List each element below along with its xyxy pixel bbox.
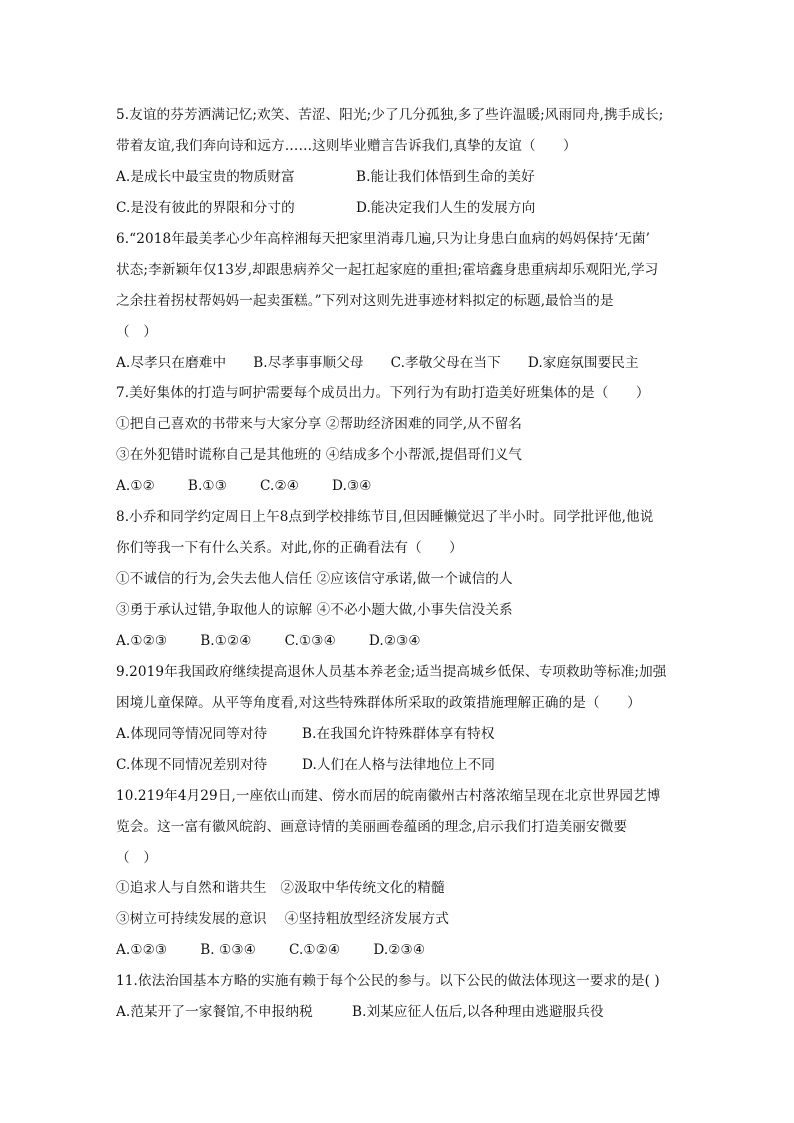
statement-line: ③勇于承认过错,争取他人的谅解 ④不必小题大做,小事失信没关系	[116, 602, 513, 618]
question-stem-line: 6.“2018年最美孝心少年高梓湘每天把家里消毒几遍,只为让身患白血病的妈妈保持‘无菌’	[116, 230, 651, 247]
question-stem-line: 览会。这一富有徽风皖韵、画意诗情的美丽画卷蕴函的理念,启示我们打造美丽安微要	[116, 818, 628, 835]
option-c: C.①②④	[289, 942, 341, 959]
option-row	[116, 471, 688, 502]
question-7	[116, 378, 688, 502]
option-b: B.刘某应征人伍后,以各种理由逃避服兵役	[352, 1004, 604, 1021]
option-a: A.是成长中最宝贵的物质财富	[116, 168, 295, 185]
question-stem-line: 之余拄着拐杖帮妈妈一起卖蛋糕。”下列对这则先进事迹材料拟定的标题,最恰当的是	[116, 292, 614, 309]
statement-line: ①追求人与自然和谐共生 ②汲取中华传统文化的精髓	[116, 880, 445, 897]
option-row	[116, 719, 688, 750]
question-list	[116, 100, 688, 1028]
question-stem-line: 9.2019年我国政府继续提高退休人员基本养老金;适当提高城乡低保、专项救助等标准;加强	[116, 663, 667, 680]
option-c: C.体现不同情况差别对待	[116, 756, 268, 773]
option-a: A.尽孝只在磨难中	[116, 354, 227, 371]
question-8	[116, 502, 688, 657]
statement-line: ①把自己喜欢的书带来与大家分享 ②帮助经济困难的同学,从不留名	[116, 416, 522, 433]
question-stem-line: 状态;李新颖年仅13岁,却跟患病养父一起扛起家庭的重担;霍培鑫身患重病却乐观阳光,学习	[116, 261, 659, 278]
option-d: D.②③④	[373, 942, 426, 959]
option-c: C.是没有彼此的界限和分寸的	[116, 199, 295, 216]
option-row	[116, 348, 688, 379]
answer-bracket: （ ）	[116, 323, 158, 340]
statement-line: ①不诚信的行为,会失去他人信任 ②应该信守承诺,做一个诚信的人	[116, 571, 513, 588]
option-d: D.③④	[332, 478, 372, 495]
question-stem-line: 你们等我一下有什么关系。对此,你的正确看法有（ ）	[116, 540, 463, 557]
option-row	[116, 935, 688, 966]
option-c: C.①③④	[284, 632, 336, 649]
question-6	[116, 224, 688, 379]
option-b: B.①②④	[200, 632, 252, 649]
option-a: A.①②③	[116, 632, 168, 649]
question-9	[116, 657, 688, 781]
option-d: D.②③④	[368, 632, 421, 649]
statement-line: ③在外犯错时谎称自己是其他班的 ④结成多个小帮派,提倡哥们义气	[116, 447, 522, 464]
option-b: B.尽孝事事顺父母	[253, 354, 364, 371]
option-a: A.范某开了一家餐馆,不申报纳税	[116, 1004, 313, 1021]
option-b: B.①③	[187, 478, 228, 495]
answer-bracket: （ ）	[116, 849, 158, 866]
option-c: C.孝敬父母在当下	[390, 354, 501, 371]
option-a: A.体现同等情况同等对待	[116, 725, 268, 742]
option-a: A.①②③	[116, 942, 168, 959]
option-row	[116, 626, 688, 657]
option-row	[116, 750, 688, 781]
question-stem-line: 8.小乔和同学约定周日上午8点到学校排练节目,但因睡懒觉迟了半小时。同学批评他,他说	[116, 509, 654, 526]
option-b: B. ①③④	[200, 942, 256, 959]
question-stem-line: 11.依法治国基本方略的实施有赖于每个公民的参与。以下公民的做法体现这一要求的是( )	[116, 973, 660, 990]
option-a: A.①②	[116, 478, 155, 495]
option-c: C.②④	[260, 478, 300, 495]
option-d: D.能决定我们人生的发展方向	[356, 199, 536, 216]
option-row	[116, 162, 688, 193]
option-b: B.在我国允许特殊群体享有特权	[302, 725, 495, 742]
question-stem-line: 7.美好集体的打造与呵护需要每个成员出力。下列行为有助打造美好班集体的是（ ）	[116, 385, 650, 402]
option-row	[116, 997, 688, 1028]
question-11	[116, 966, 688, 1028]
question-stem-line: 带着友谊,我们奔向诗和远方……这则毕业赠言告诉我们,真挚的友谊（ ）	[116, 137, 577, 154]
option-d: D.人们在人格与法律地位上不同	[302, 756, 495, 773]
option-row	[116, 193, 688, 224]
question-stem-line: 困境儿童保障。从平等角度看,对这些特殊群体所采取的政策措施理解正确的是（ ）	[116, 694, 641, 711]
question-stem-line: 10.219年4月29日,一座依山而建、傍水而居的皖南徽州古村落浓缩呈现在北京世界园艺博	[116, 787, 661, 804]
question-stem-line: 5.友谊的芬芳洒满记忆;欢笑、苦涩、阳光;少了几分孤独,多了些许温暖;风雨同舟,携手成长;	[116, 107, 664, 123]
option-b: B.能让我们体悟到生命的美好	[356, 168, 535, 185]
question-10	[116, 781, 688, 967]
option-d: D.家庭氛围要民主	[527, 354, 639, 371]
question-5	[116, 100, 688, 224]
statement-line: ③树立可持续发展的意识 ④坚持粗放型经济发展方式	[116, 911, 450, 928]
